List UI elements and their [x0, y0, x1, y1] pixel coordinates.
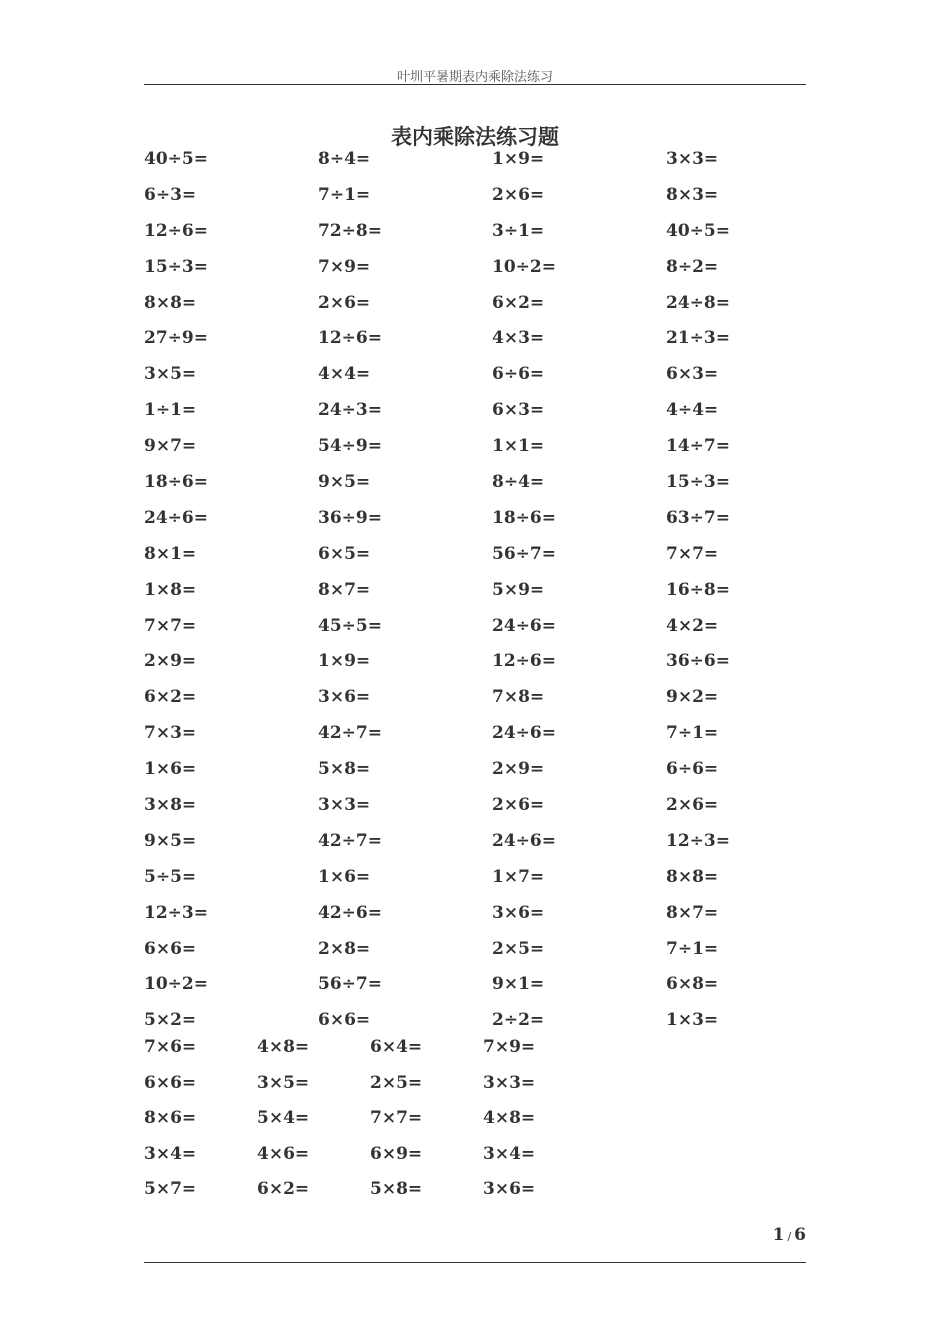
problem-item: 6×2= [257, 1179, 310, 1199]
problem-item: 24÷6= [492, 830, 556, 851]
problem-item: 24÷6= [144, 507, 208, 528]
problem-item: 7×8= [492, 687, 545, 708]
problem-item: 3×3= [318, 795, 371, 816]
problem-row [144, 902, 840, 938]
problem-item: 2×5= [370, 1072, 423, 1093]
problem-item: 8×3= [666, 184, 719, 205]
problem-item: 4×8= [483, 1108, 536, 1128]
running-header: 叶圳平暑期表内乘除法练习 [396, 70, 553, 85]
problem-row [144, 184, 840, 220]
page-current: 1 [772, 1225, 785, 1245]
problem-item: 6×2= [144, 687, 197, 708]
problem-item: 40÷5= [666, 220, 730, 241]
problem-item: 1÷1= [144, 400, 197, 421]
problem-item: 4×8= [257, 1037, 310, 1057]
problem-item: 8×6= [144, 1108, 197, 1128]
problem-grid-four-column [144, 148, 840, 1045]
problem-item: 36÷9= [318, 507, 382, 528]
problem-item: 5×8= [370, 1179, 423, 1199]
problem-item: 24÷8= [666, 292, 730, 313]
problem-item: 6×6= [318, 1010, 371, 1031]
problem-item: 2×6= [492, 184, 545, 205]
problem-item: 16÷8= [666, 579, 730, 600]
problem-item: 3×3= [666, 149, 719, 169]
problem-item: 2×9= [144, 651, 197, 672]
problem-item: 36÷6= [666, 651, 730, 672]
problem-item: 2÷2= [492, 1010, 545, 1031]
problem-item: 1×6= [144, 759, 197, 780]
problem-item: 2×8= [318, 938, 371, 959]
problem-item: 45÷5= [318, 615, 382, 636]
problem-row [144, 1143, 596, 1179]
problem-item: 12÷3= [666, 830, 730, 851]
problem-item: 6×3= [666, 364, 719, 385]
problem-item: 1×9= [318, 651, 371, 672]
problem-item: 7×7= [370, 1108, 423, 1128]
page-separator: / [787, 1230, 792, 1243]
page-number [773, 1225, 806, 1245]
problem-item: 3×4= [144, 1143, 197, 1164]
problem-item: 12÷6= [318, 328, 382, 349]
problem-grid-compact [144, 1036, 596, 1214]
problem-item: 42÷7= [318, 830, 382, 851]
problem-item: 3×5= [144, 364, 197, 385]
problem-row [144, 292, 840, 328]
problem-row [144, 722, 840, 758]
worksheet-title: 表内乘除法练习题 [391, 124, 559, 149]
problem-row [144, 794, 840, 830]
problem-item: 5÷5= [144, 866, 197, 887]
problem-row [144, 363, 840, 399]
problem-item: 7÷1= [666, 723, 719, 744]
problem-item: 42÷6= [318, 902, 382, 923]
problem-item: 6×9= [370, 1143, 423, 1164]
problem-row [144, 579, 840, 615]
problem-item: 1×1= [492, 436, 545, 457]
problem-item: 9×5= [318, 472, 371, 493]
problem-item: 3×6= [492, 902, 545, 923]
problem-item: 9×5= [144, 830, 197, 851]
problem-item: 1×7= [492, 866, 545, 887]
problem-item: 7×9= [318, 256, 371, 277]
problem-row [144, 866, 840, 902]
problem-item: 6×5= [318, 543, 371, 564]
problem-item: 15÷3= [144, 256, 208, 277]
problem-item: 5×4= [257, 1108, 310, 1128]
problem-row [144, 686, 840, 722]
problem-row [144, 758, 840, 794]
problem-item: 6×8= [666, 974, 719, 995]
header-rule [144, 84, 806, 85]
problem-item: 9×1= [492, 974, 545, 995]
problem-item: 8×8= [666, 866, 719, 887]
problem-item: 3÷1= [492, 220, 545, 241]
problem-row [144, 1036, 596, 1072]
problem-row [144, 830, 840, 866]
problem-item: 3×4= [483, 1143, 536, 1164]
problem-item: 1×6= [318, 866, 371, 887]
problem-item: 6×3= [492, 400, 545, 421]
problem-row [144, 615, 840, 651]
problem-row [144, 471, 840, 507]
problem-item: 4×3= [492, 328, 545, 349]
problem-item: 14÷7= [666, 436, 730, 457]
problem-item: 7×7= [144, 615, 197, 636]
problem-item: 72÷8= [318, 220, 382, 241]
problem-item: 3×5= [257, 1072, 310, 1093]
problem-item: 6÷6= [492, 364, 545, 385]
problem-item: 7×7= [666, 543, 719, 564]
problem-item: 7÷1= [666, 938, 719, 959]
problem-row [144, 148, 840, 184]
problem-item: 24÷6= [492, 615, 556, 636]
problem-row [144, 327, 840, 363]
problem-item: 9×7= [144, 436, 197, 457]
problem-row [144, 256, 840, 292]
problem-row [144, 650, 840, 686]
problem-row [144, 507, 840, 543]
problem-row [144, 543, 840, 579]
problem-item: 2×5= [492, 938, 545, 959]
problem-item: 2×6= [318, 292, 371, 313]
problem-item: 8÷4= [318, 149, 371, 169]
problem-item: 27÷9= [144, 328, 208, 349]
problem-item: 3×6= [483, 1179, 536, 1199]
problem-item: 5×9= [492, 579, 545, 600]
problem-item: 6×2= [492, 292, 545, 313]
problem-item: 21÷3= [666, 328, 730, 349]
problem-item: 6÷3= [144, 184, 197, 205]
problem-item: 1×3= [666, 1010, 719, 1031]
problem-item: 3×6= [318, 687, 371, 708]
problem-item: 12÷6= [492, 651, 556, 672]
problem-item: 5×8= [318, 759, 371, 780]
footer-rule [144, 1262, 806, 1263]
problem-item: 5×2= [144, 1010, 197, 1031]
problem-row [144, 1178, 596, 1214]
problem-item: 4×6= [257, 1143, 310, 1164]
problem-item: 40÷5= [144, 149, 208, 169]
problem-item: 56÷7= [492, 543, 556, 564]
problem-item: 18÷6= [144, 472, 208, 493]
problem-item: 10÷2= [492, 256, 556, 277]
problem-item: 8×7= [318, 579, 371, 600]
problem-item: 7×6= [144, 1037, 197, 1057]
problem-item: 12÷6= [144, 220, 208, 241]
problem-item: 6×4= [370, 1037, 423, 1057]
problem-item: 4×4= [318, 364, 371, 385]
problem-item: 2×6= [492, 795, 545, 816]
problem-item: 56÷7= [318, 974, 382, 995]
problem-item: 12÷3= [144, 902, 208, 923]
problem-row [144, 1072, 596, 1108]
problem-item: 7×3= [144, 723, 197, 744]
problem-item: 8×7= [666, 902, 719, 923]
problem-item: 18÷6= [492, 507, 556, 528]
problem-item: 63÷7= [666, 507, 730, 528]
problem-item: 24÷3= [318, 400, 382, 421]
page-total: 6 [794, 1225, 806, 1245]
problem-item: 15÷3= [666, 472, 730, 493]
problem-item: 9×2= [666, 687, 719, 708]
problem-item: 6÷6= [666, 759, 719, 780]
problem-item: 7÷1= [318, 184, 371, 205]
problem-item: 4×2= [666, 615, 719, 636]
problem-row [144, 973, 840, 1009]
problem-item: 54÷9= [318, 436, 382, 457]
problem-item: 8×8= [144, 292, 197, 313]
problem-item: 3×3= [483, 1072, 536, 1093]
problem-item: 24÷6= [492, 723, 556, 744]
problem-item: 1×9= [492, 149, 545, 169]
problem-item: 42÷7= [318, 723, 382, 744]
problem-item: 8÷4= [492, 472, 545, 493]
problem-row [144, 1107, 596, 1143]
problem-row [144, 938, 840, 974]
problem-item: 4÷4= [666, 400, 719, 421]
problem-item: 6×6= [144, 938, 197, 959]
problem-item: 8×1= [144, 543, 197, 564]
problem-item: 2×9= [492, 759, 545, 780]
problem-item: 1×8= [144, 579, 197, 600]
problem-item: 2×6= [666, 795, 719, 816]
problem-item: 7×9= [483, 1037, 536, 1057]
problem-row [144, 435, 840, 471]
problem-item: 10÷2= [144, 974, 208, 995]
problem-item: 3×8= [144, 795, 197, 816]
problem-item: 6×6= [144, 1072, 197, 1093]
problem-item: 5×7= [144, 1179, 197, 1199]
problem-row [144, 399, 840, 435]
problem-row [144, 220, 840, 256]
problem-item: 8÷2= [666, 256, 719, 277]
